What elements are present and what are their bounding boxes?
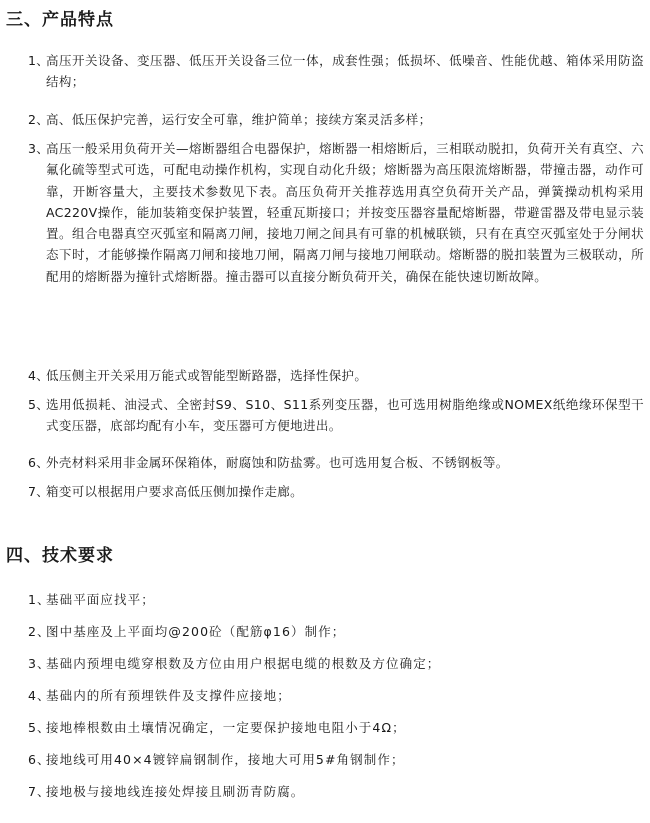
item-text: 接地棒根数由土壤情况确定，一定要保护接地电阻小于4Ω；	[46, 720, 406, 735]
item-text: 高压开关设备、变压器、低压开关设备三位一体，成套性强；低损坏、低噪音、性能优越、箱体采用防盗结构；	[46, 53, 644, 90]
list-item	[28, 749, 644, 770]
item-text: 基础内的所有预埋铁件及支撑件应接地；	[46, 688, 291, 703]
item-text: 接地线可用40×4镀锌扁钢制作，接地大可用5#角钢制作；	[46, 752, 405, 767]
item-text: 接地极与接地线连接处焊接且刷沥青防腐。	[46, 784, 305, 799]
item-number: 3、	[28, 141, 50, 156]
item-number: 7、	[28, 484, 50, 499]
item-text: 基础内预埋电缆穿根数及方位由用户根据电缆的根数及方位确定；	[46, 656, 441, 671]
item-text: 选用低损耗、油浸式、全密封S9、S10、S11系列变压器，也可选用树脂绝缘或NOMEX纸绝缘环保型干式变压器，底部均配有小车，变压器可方便地进出。	[46, 397, 644, 434]
list-item	[28, 685, 644, 706]
item-number: 6、	[28, 455, 50, 470]
item-number: 5、	[28, 397, 50, 412]
item-text: 高、低压保护完善，运行安全可靠，维护简单；接续方案灵活多样；	[46, 112, 432, 127]
list-item	[28, 452, 644, 473]
item-number: 3、	[28, 656, 51, 671]
list-item	[28, 394, 644, 437]
list-item	[28, 109, 644, 130]
item-number: 2、	[28, 624, 51, 639]
list-item	[28, 589, 644, 610]
item-number: 6、	[28, 752, 51, 767]
item-number: 2、	[28, 112, 50, 127]
item-number: 7、	[28, 784, 51, 799]
item-text: 基础平面应找平；	[46, 592, 155, 607]
item-number: 4、	[28, 688, 51, 703]
item-text: 低压侧主开关采用万能式或智能型断路器，选择性保护。	[46, 368, 368, 383]
item-number: 4、	[28, 368, 50, 383]
item-number: 1、	[28, 592, 51, 607]
item-text: 高压一般采用负荷开关—熔断器组合电器保护，熔断器一相熔断后，三相联动脱扣，负荷开关有真空、六氟化硫等型式可选，可配电动操作机构，实现自动化升级；熔断器为高压限流熔断器，带撞击器，动作可靠，开断容量大，主要技术参数见下表。高压负荷开关推荐选用真空负荷开关产品，弹簧操动机构采用AC220V操作，能加装箱变保护装置，轻重瓦斯接口；并按变压器容量配熔断器，带避雷器及带电显示装置。组合电器真空灭弧室和隔离刀闸，接地刀闸之间具有可靠的机械联锁，只有在真空灭弧室处于分闸状态下时，才能够操作隔离刀闸和接地刀闸，隔离刀闸与接地刀闸联动。熔断器的脱扣装置为三极联动，所配用的熔断器为撞针式熔断器。撞击器可以直接分断负荷开关，确保在能快速切断故障。	[46, 141, 644, 284]
list-item	[28, 621, 644, 642]
item-number: 5、	[28, 720, 51, 735]
list-item	[28, 50, 644, 93]
section-title: 三、产品特点	[6, 10, 114, 30]
list-item	[28, 717, 644, 738]
list-item	[28, 481, 644, 502]
list-item	[28, 653, 644, 674]
item-text: 外壳材料采用非金属环保箱体，耐腐蚀和防盐雾。也可选用复合板、不锈钢板等。	[46, 455, 509, 470]
item-text: 图中基座及上平面均@200砼（配筋φ16）制作；	[46, 624, 346, 639]
list-item	[28, 138, 644, 287]
list-item	[28, 365, 644, 386]
list-item	[28, 781, 644, 802]
item-number: 1、	[28, 53, 50, 68]
section-title: 四、技术要求	[6, 546, 114, 566]
item-text: 箱变可以根据用户要求高低压侧加操作走廊。	[46, 484, 304, 499]
